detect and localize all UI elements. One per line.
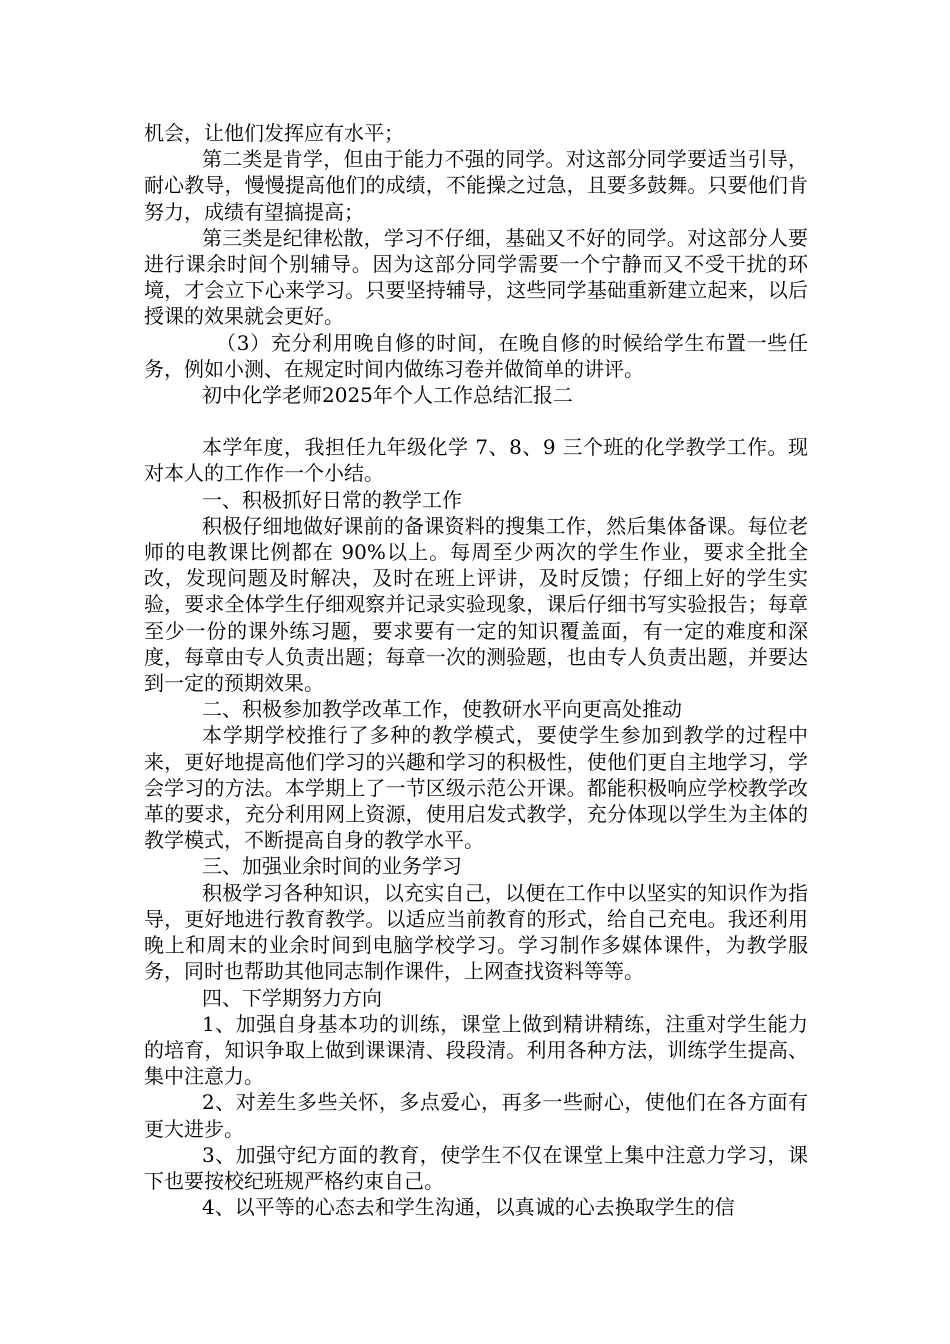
list-item: 2、对差生多些关怀，多点爱心，再多一些耐心，使他们在各方面有更大进步。 <box>144 1090 808 1141</box>
body-paragraph: （3）充分利用晚自修的时间，在晚自修的时候给学生布置一些任务，例如小测、在规定时间内做练习卷并做简单的讲评。 <box>144 330 808 381</box>
body-paragraph: 机会，让他们发挥应有水平； <box>144 121 404 145</box>
section-heading: 二、积极参加教学改革工作，使教研水平向更高处推动 <box>202 697 682 722</box>
list-item: 1、加强自身基本功的训练，课堂上做到精讲精练，注重对学生能力的培育，知识争取上做到课课清、段段清。利用各种方法，训练学生提高、集中注意力。 <box>144 1011 808 1089</box>
section-heading: 三、加强业余时间的业务学习 <box>202 854 462 879</box>
body-paragraph: 第三类是纪律松散，学习不仔细，基础又不好的同学。对这部分人要进行课余时间个别辅导。因为这部分同学需要一个宁静而又不受干扰的环境，才会立下心来学习。只要坚持辅导，这些同学基础重新建立起来，以后授课的效果就会更好。 <box>144 225 808 329</box>
blank-line <box>144 408 808 434</box>
body-paragraph: 本学期学校推行了多种的教学模式，要使学生参加到教学的过程中来，更好地提高他们学习的兴趣和学习的积极性，使他们更自主地学习，学会学习的方法。本学期上了一节区级示范公开课。都能积极响应学校教学改革的要求，充分利用网上资源，使用启发式教学，充分体现以学生为主体的教学模式，不断提高自身的教学水平。 <box>144 723 808 853</box>
list-item: 4、以平等的心态去和学生沟通，以真诚的心去换取学生的信 <box>202 1195 735 1220</box>
document-page <box>144 120 808 1220</box>
section-heading: 一、积极抓好日常的教学工作 <box>202 487 462 512</box>
body-paragraph: 积极学习各种知识，以充实自己，以便在工作中以坚实的知识作为指导，更好地进行教育教学。以适应当前教育的形式，给自己充电。我还利用晚上和周末的业余时间到电脑学校学习。学习制作多媒体课件，为教学服务，同时也帮助其他同志制作课件，上网查找资料等等。 <box>144 880 808 984</box>
body-paragraph: 第二类是肯学，但由于能力不强的同学。对这部分同学要适当引导，耐心教导，慢慢提高他们的成绩，不能操之过急，且要多鼓舞。只要他们肯努力，成绩有望搞提高； <box>144 147 808 224</box>
body-paragraph: 积极仔细地做好课前的备课资料的搜集工作，然后集体备课。每位老师的电教课比例都在 90%以上。每周至少两次的学生作业，要求全批全改，发现问题及时解决，及时在班上评讲，及时反馈；仔细上好的学生实验，要求全体学生仔细观察并记录实验现象，课后仔细书写实验报告；每章至少一份的课外练习题，要求要有一定的知识覆盖面，有一定的难度和深度，每章由专人负责出题；每章一次的测验题，也由专人负责出题，并要达到一定的预期效果。 <box>144 513 808 696</box>
list-item: 3、加强守纪方面的教育，使学生不仅在课堂上集中注意力学习，课下也要按校纪班规严格约束自己。 <box>144 1142 808 1193</box>
section-title: 初中化学老师2025年个人工作总结汇报二 <box>202 383 573 408</box>
section-heading: 四、下学期努力方向 <box>202 985 382 1010</box>
body-paragraph: 本学年度，我担任九年级化学 7、8、9 三个班的化学教学工作。现对本人的工作作一个小结。 <box>144 435 808 486</box>
